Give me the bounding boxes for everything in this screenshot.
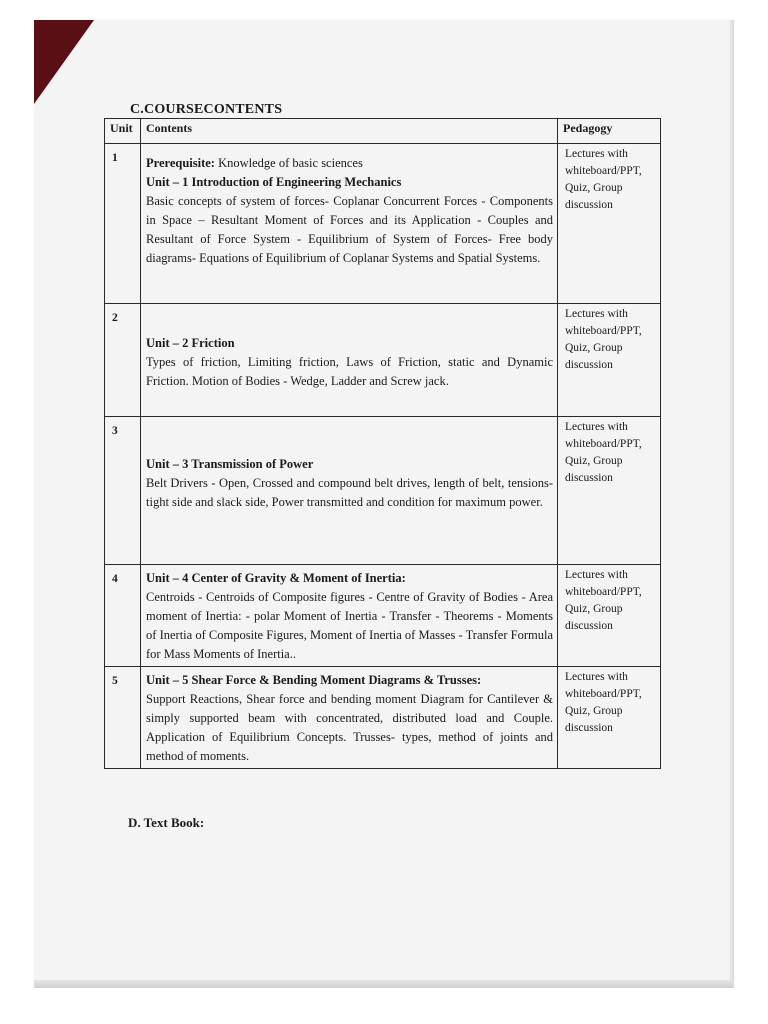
- section-title: C.COURSECONTENTS: [130, 102, 283, 117]
- unit-body: Basic concepts of system of forces- Coplanar Concurrent Forces - Components in Space – Resultant Moment of Forces and its Application - Couples and Resultant of Force System - Equilibrium of System of Forces- Free body diagrams- Equations of Equilibrium of Coplanar Systems and Spatial Systems.: [146, 194, 553, 265]
- unit-contents: [141, 304, 558, 417]
- unit-number: 5: [105, 667, 141, 769]
- table-row: [105, 565, 661, 667]
- course-contents-table-wrap: [104, 118, 660, 769]
- unit-body: Centroids - Centroids of Composite figures - Centre of Gravity of Bodies - Area moment of Inertia: - polar Moment of Inertia - Transfer - Theorems - Moments of Inertia of Composite Figures, Moment of Inertia of Masses - Transfer Formula for Mass Moments of Inertia..: [146, 590, 553, 661]
- unit-title: Unit – 4 Center of Gravity & Moment of Inertia:: [146, 571, 406, 585]
- header-unit: Unit: [105, 119, 141, 144]
- unit-number: 4: [105, 565, 141, 667]
- corner-fold-mark: [34, 20, 94, 104]
- course-contents-table: [104, 118, 661, 769]
- text-book-heading: D. Text Book:: [128, 815, 205, 830]
- prerequisite-text: Knowledge of basic sciences: [214, 156, 363, 170]
- unit-contents: [141, 667, 558, 769]
- unit-number: 2: [105, 304, 141, 417]
- table-header-row: [105, 119, 661, 144]
- pedagogy-cell: Lectures with whiteboard/PPT, Quiz, Group discussion: [558, 565, 661, 667]
- unit-contents: [141, 565, 558, 667]
- table-row: [105, 144, 661, 304]
- pedagogy-cell: Lectures with whiteboard/PPT, Quiz, Group discussion: [558, 144, 661, 304]
- prerequisite-label: Prerequisite:: [146, 156, 215, 170]
- pedagogy-cell: Lectures with whiteboard/PPT, Quiz, Group discussion: [558, 667, 661, 769]
- unit-title: Unit – 3 Transmission of Power: [146, 457, 314, 471]
- table-row: [105, 667, 661, 769]
- unit-number: 3: [105, 417, 141, 565]
- paper-bottom-edge: [34, 980, 734, 988]
- paper-right-edge: [728, 20, 734, 988]
- unit-number: 1: [105, 144, 141, 304]
- unit-contents: [141, 417, 558, 565]
- header-contents: Contents: [141, 119, 558, 144]
- unit-title: Unit – 2 Friction: [146, 336, 235, 350]
- prerequisite-line: [146, 154, 553, 173]
- unit-body: Types of friction, Limiting friction, Laws of Friction, static and Dynamic Friction. Motion of Bodies - Wedge, Ladder and Screw jack.: [146, 355, 553, 388]
- unit-title: Unit – 5 Shear Force & Bending Moment Diagrams & Trusses:: [146, 673, 482, 687]
- pedagogy-cell: Lectures with whiteboard/PPT, Quiz, Group discussion: [558, 417, 661, 565]
- unit-body: Support Reactions, Shear force and bending moment Diagram for Cantilever & simply supported beam with concentrated, distributed load and Couple. Application of Equilibrium Concepts. Trusses- types, method of joints and method of moments.: [146, 692, 553, 763]
- pedagogy-cell: Lectures with whiteboard/PPT, Quiz, Group discussion: [558, 304, 661, 417]
- unit-body: Belt Drivers - Open, Crossed and compound belt drives, length of belt, tensions- tight side and slack side, Power transmitted and condition for maximum power.: [146, 476, 553, 509]
- table-row: [105, 417, 661, 565]
- unit-contents: [141, 144, 558, 304]
- table-row: [105, 304, 661, 417]
- header-pedagogy: Pedagogy: [558, 119, 661, 144]
- unit-title: Unit – 1 Introduction of Engineering Mechanics: [146, 175, 402, 189]
